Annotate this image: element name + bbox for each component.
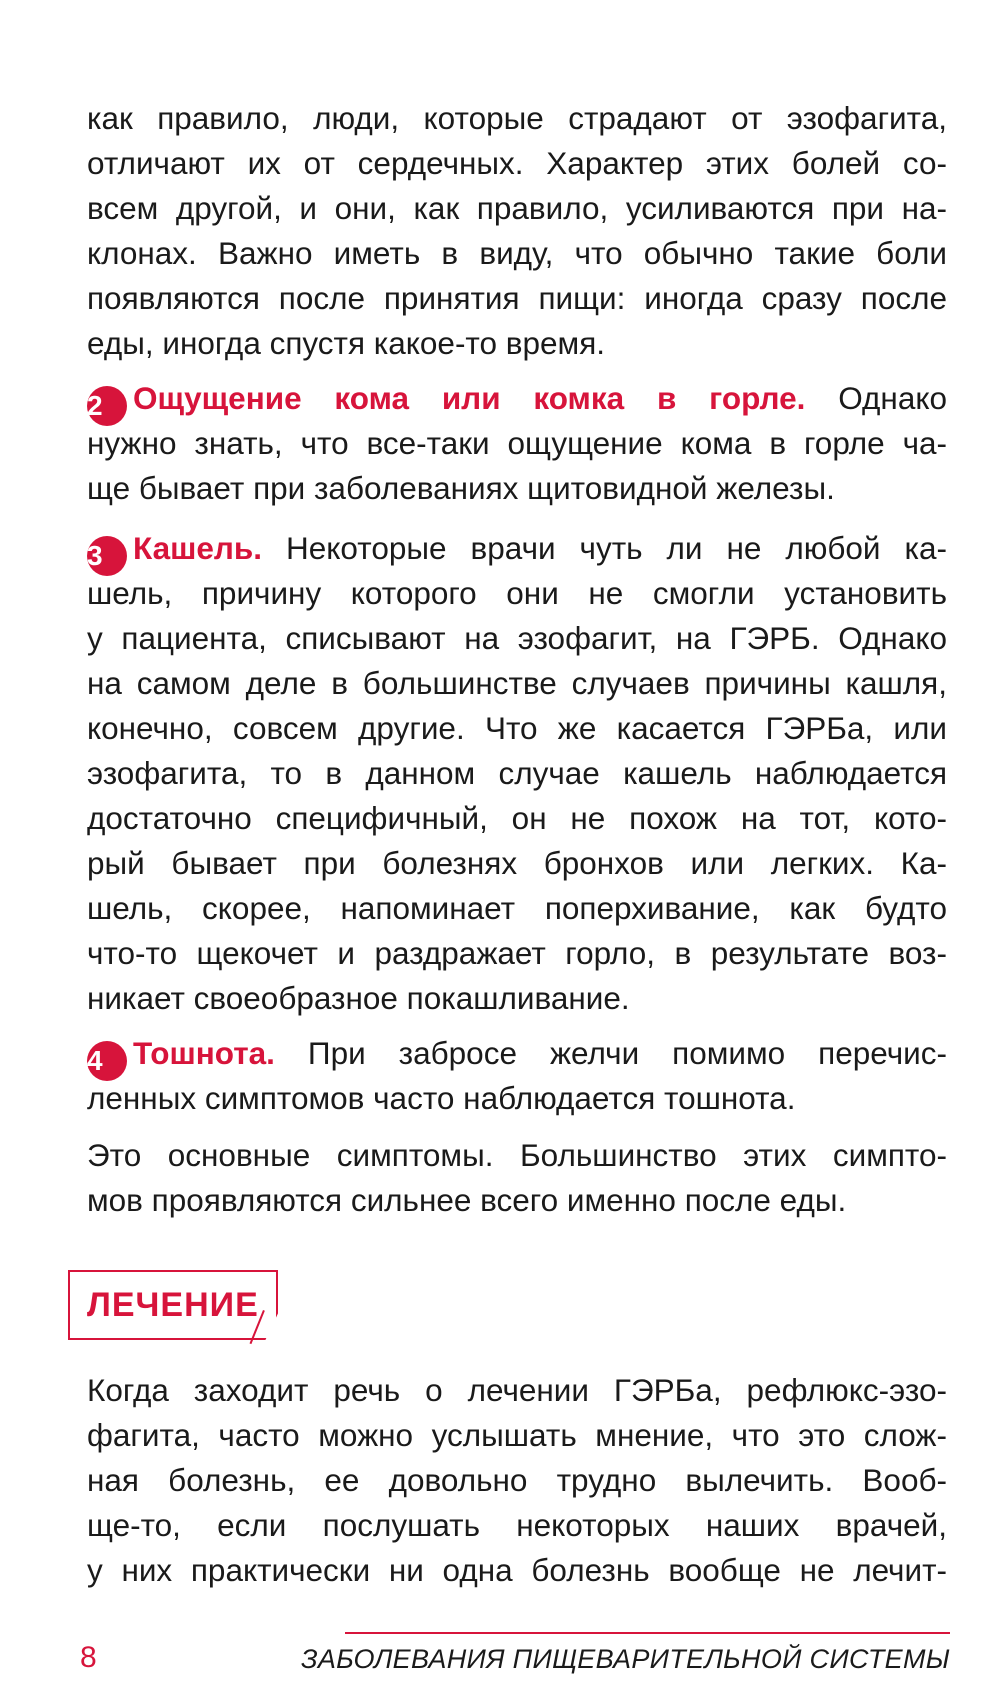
page-number: 8 — [80, 1641, 97, 1674]
text-line: на самом деле в большинстве случаев причины кашля, — [87, 665, 947, 701]
text-line: отличают их от сердечных. Характер этих болей со- — [87, 145, 947, 181]
text-line: ще бывает при заболеваниях щитовидной железы. — [87, 470, 835, 506]
text-line: шель, скорее, напоминает поперхивание, как будто — [87, 890, 947, 926]
text-line: эзофагита, то в данном случае кашель наблюдается — [87, 755, 947, 791]
text-line: Когда заходит речь о лечении ГЭРБа, рефлюкс-эзо- — [87, 1372, 947, 1408]
text-line: ная болезнь, ее довольно трудно вылечить. Вооб- — [87, 1462, 947, 1498]
symptom-3-first-line — [87, 526, 947, 571]
text-line: шель, причину которого они не смогли установить — [87, 575, 947, 611]
treatment-paragraph — [87, 1368, 947, 1593]
symptom-4-paragraph — [87, 1031, 947, 1121]
text-line: нужно знать, что все-таки ощущение кома в горле ча- — [87, 425, 947, 461]
symptom-3-paragraph — [87, 526, 947, 1021]
text-line: достаточно специфичный, он не похож на тот, кото- — [87, 800, 947, 836]
intro-paragraph — [87, 96, 947, 366]
text-line: фагита, часто можно услышать мнение, что это слож- — [87, 1417, 947, 1453]
summary-paragraph — [87, 1133, 947, 1223]
text-line: появляются после принятия пищи: иногда сразу после — [87, 280, 947, 316]
text-line: еды, иногда спустя какое-то время. — [87, 325, 606, 361]
text-line: мов проявляются сильнее всего именно после еды. — [87, 1182, 847, 1218]
symptom-4-first-line — [87, 1031, 947, 1076]
text-line: рый бывает при болезнях бронхов или легких. Ка- — [87, 845, 947, 881]
text-line: что-то щекочет и раздражает горло, в результате воз- — [87, 935, 947, 971]
text-line: Это основные симптомы. Большинство этих симпто- — [87, 1137, 947, 1173]
text-line: ще-то, если послушать некоторых наших врачей, — [87, 1507, 947, 1543]
symptom-4-first-line-rest: При забросе желчи помимо перечис- — [307, 1035, 947, 1071]
text-line: как правило, люди, которые страдают от эзофагита, — [87, 100, 947, 136]
text-line: всем другой, и они, как правило, усиливаются при на- — [87, 190, 947, 226]
number-badge-4: 4 — [87, 1041, 127, 1081]
symptom-2-heading: Ощущение кома или комка в горле. — [133, 380, 806, 416]
number-badge-3: 3 — [87, 536, 127, 576]
symptom-3-heading: Кашель. — [133, 530, 263, 566]
text-line: у них практически ни одна болезнь вообще не лечит- — [87, 1552, 947, 1588]
symptom-4-heading: Тошнота. — [133, 1035, 275, 1071]
text-line: никает своеобразное покашливание. — [87, 980, 630, 1016]
symptom-2-first-line-rest: Однако — [838, 380, 947, 416]
text-line: ленных симптомов часто наблюдается тошнота. — [87, 1080, 796, 1116]
symptom-2-paragraph — [87, 376, 947, 511]
symptom-2-first-line — [87, 376, 947, 421]
footer-rule — [345, 1632, 950, 1634]
text-line: клонах. Важно иметь в виду, что обычно такие боли — [87, 235, 947, 271]
running-title: ЗАБОЛЕВАНИЯ ПИЩЕВАРИТЕЛЬНОЙ СИСТЕМЫ — [300, 1644, 950, 1674]
text-line: конечно, совсем другие. Что же касается ГЭРБа, или — [87, 710, 947, 746]
text-line: у пациента, списывают на эзофагит, на ГЭРБ. Однако — [87, 620, 947, 656]
section-heading: ЛЕЧЕНИЕ — [87, 1286, 259, 1324]
symptom-3-first-line-rest: Некоторые врачи чуть ли не любой ка- — [286, 530, 947, 566]
number-badge-2: 2 — [87, 386, 127, 426]
